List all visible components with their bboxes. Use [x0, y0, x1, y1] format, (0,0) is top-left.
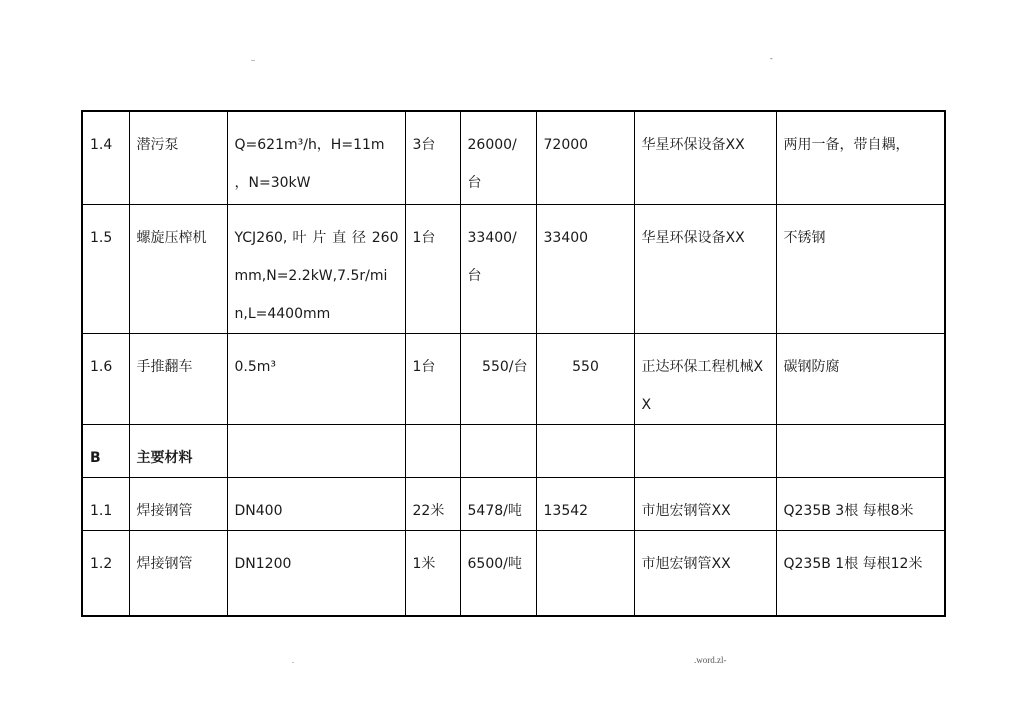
cell-qty: 1台	[405, 204, 460, 333]
cell-id: 1.2	[82, 530, 129, 616]
equipment-table	[81, 110, 946, 617]
cell-price: 33400/台	[460, 204, 536, 333]
cell-id: B	[82, 424, 129, 477]
cell-spec: DN1200	[227, 530, 405, 616]
cell-id: 1.5	[82, 204, 129, 333]
cell-total: 13542	[536, 477, 634, 530]
cell-name: 手推翻车	[129, 333, 227, 424]
cell-remark	[776, 424, 945, 477]
cell-qty: 1台	[405, 333, 460, 424]
table-row	[82, 204, 945, 333]
cell-remark: Q235B 1根 每根12米	[776, 530, 945, 616]
cell-name: 焊接钢管	[129, 530, 227, 616]
cell-name: 潜污泵	[129, 111, 227, 204]
cell-name: 螺旋压榨机	[129, 204, 227, 333]
cell-qty: 1米	[405, 530, 460, 616]
header-mark-right: -	[770, 54, 773, 63]
cell-spec: YCJ260, 叶 片 直 径 260mm,N=2.2kW,7.5r/min,L=4400mm	[227, 204, 405, 333]
footer-mark-left: .	[292, 656, 294, 665]
cell-supplier: 市旭宏钢管XX	[634, 530, 776, 616]
cell-name: 焊接钢管	[129, 477, 227, 530]
table-row	[82, 530, 945, 616]
cell-total: 33400	[536, 204, 634, 333]
cell-qty: 3台	[405, 111, 460, 204]
cell-total: 550	[536, 333, 634, 424]
cell-remark: 两用一备，带自耦，	[776, 111, 945, 204]
cell-spec: DN400	[227, 477, 405, 530]
table-row	[82, 424, 945, 477]
cell-price	[460, 424, 536, 477]
table-row	[82, 477, 945, 530]
header-mark-left: ..	[251, 54, 255, 63]
table-row	[82, 111, 945, 204]
cell-qty	[405, 424, 460, 477]
cell-supplier: 正达环保工程机械XX	[634, 333, 776, 424]
cell-price: 6500/吨	[460, 530, 536, 616]
cell-spec: 0.5m³	[227, 333, 405, 424]
cell-id: 1.1	[82, 477, 129, 530]
cell-supplier: 华星环保设备XX	[634, 111, 776, 204]
cell-remark: 碳钢防腐	[776, 333, 945, 424]
cell-remark: Q235B 3根 每根8米	[776, 477, 945, 530]
cell-supplier: 市旭宏钢管XX	[634, 477, 776, 530]
cell-remark: 不锈钢	[776, 204, 945, 333]
cell-price: 5478/吨	[460, 477, 536, 530]
cell-name: 主要材料	[129, 424, 227, 477]
cell-price: 550/台	[460, 333, 536, 424]
cell-total	[536, 424, 634, 477]
cell-spec: Q=621m³/h，H=11m ，N=30kW	[227, 111, 405, 204]
table-row	[82, 333, 945, 424]
cell-id: 1.4	[82, 111, 129, 204]
cell-id: 1.6	[82, 333, 129, 424]
footer-mark-right: .word.zl-	[694, 655, 727, 665]
cell-supplier	[634, 424, 776, 477]
cell-price: 26000/台	[460, 111, 536, 204]
cell-spec	[227, 424, 405, 477]
cell-qty: 22米	[405, 477, 460, 530]
cell-total: 72000	[536, 111, 634, 204]
cell-supplier: 华星环保设备XX	[634, 204, 776, 333]
cell-total	[536, 530, 634, 616]
